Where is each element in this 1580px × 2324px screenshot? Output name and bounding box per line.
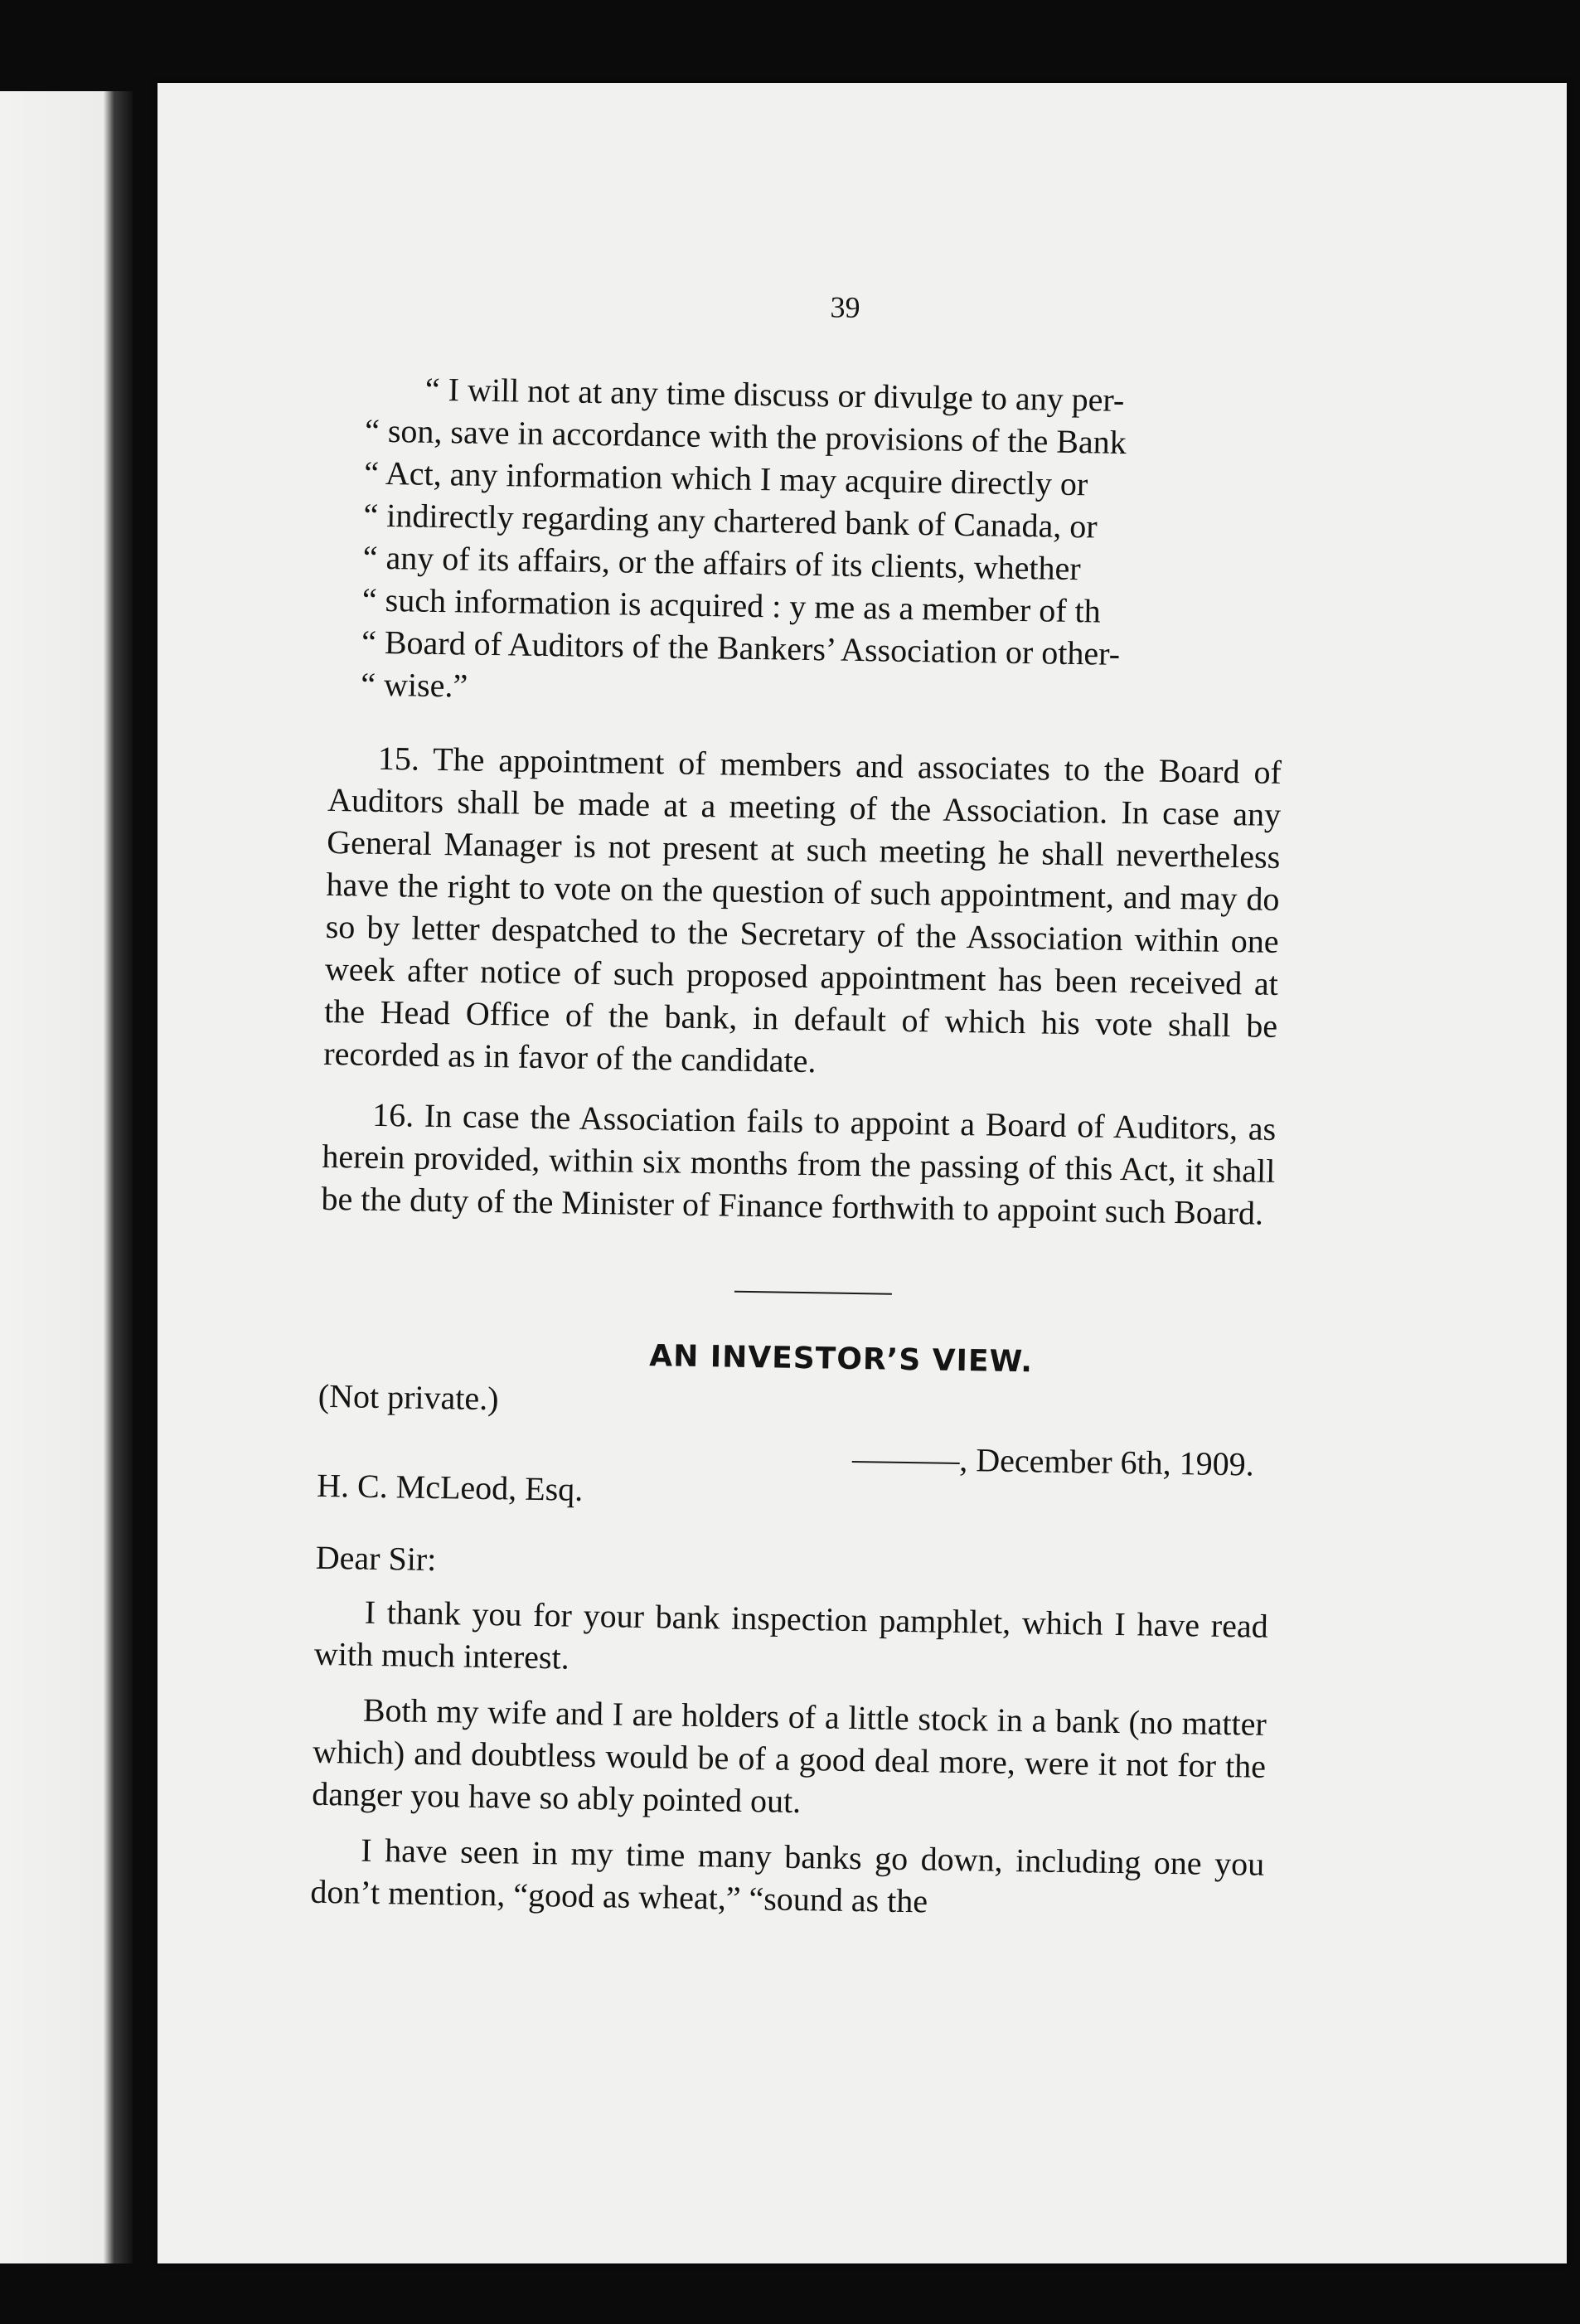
quote-line: “ indirectly regarding any chartered bank of Canada, or [363,496,1098,546]
addressee: H. C. McLeod, Esq. [316,1466,584,1508]
adjacent-page-edge [0,91,133,2263]
oath-quote [329,366,1287,720]
quote-line: “ Act, any information which I may acquire directly or [364,454,1088,503]
section-15-paragraph: 15. The appointment of members and associates to the Board of Auditors shall be made at a meeting of the Association. In case any General Manager is not present at such meeting he shall nevertheless have the right to vote on the question of such appointment, and may do so by letter despatched to the Secretary of the Association within one week after notice of such proposed appointment has been received at the Head Office of the bank, in default of which his vote shall be recorded as in favor of the candidate. [323,739,1282,1080]
quote-line: “ son, save in accordance with the provisions of the Bank [364,411,1127,462]
letter-paragraph: I thank you for your bank inspection pamphlet, which I have read with much interest. [313,1593,1269,1676]
quote-line: “ any of its affairs, or the affairs of its clients, whether [362,538,1082,588]
letter-date: , December 6th, 1909. [958,1440,1255,1483]
letter-paragraph: Both my wife and I are holders of a little stock in a bank (no matter which) and doubtless would be of a good deal more, were it not for the danger you have so ably pointed out. [312,1691,1267,1821]
quote-line: “ I will not at any time discuss or divulge to any per- [424,370,1125,419]
salutation: Dear Sir: [315,1538,437,1579]
redacted-place-dash [851,1461,959,1464]
section-divider [734,1291,892,1295]
letter-paragraph: I have seen in my time many banks go down, including one you don’t mention, “good as wheat,” “sound as the [310,1831,1265,1920]
quote-line: “ such information is acquired : y me as a member of th [361,580,1102,630]
section-16-paragraph: 16. In case the Association fails to appoint a Board of Auditors, as herein provided, within six months from the passing of this Act, it shall be the duty of the Minister of Finance forthwith to appoint such Board. [321,1095,1277,1232]
page-number: 39 [830,290,860,324]
section-heading: AN INVESTOR’S VIEW. [648,1339,1034,1380]
privacy-note: (Not private.) [317,1376,499,1418]
document-page [158,83,1567,2263]
page-content [310,282,1289,1928]
quote-line: “ wise.” [361,665,468,705]
quote-line: “ Board of Auditors of the Bankers’ Association or other- [361,623,1121,672]
